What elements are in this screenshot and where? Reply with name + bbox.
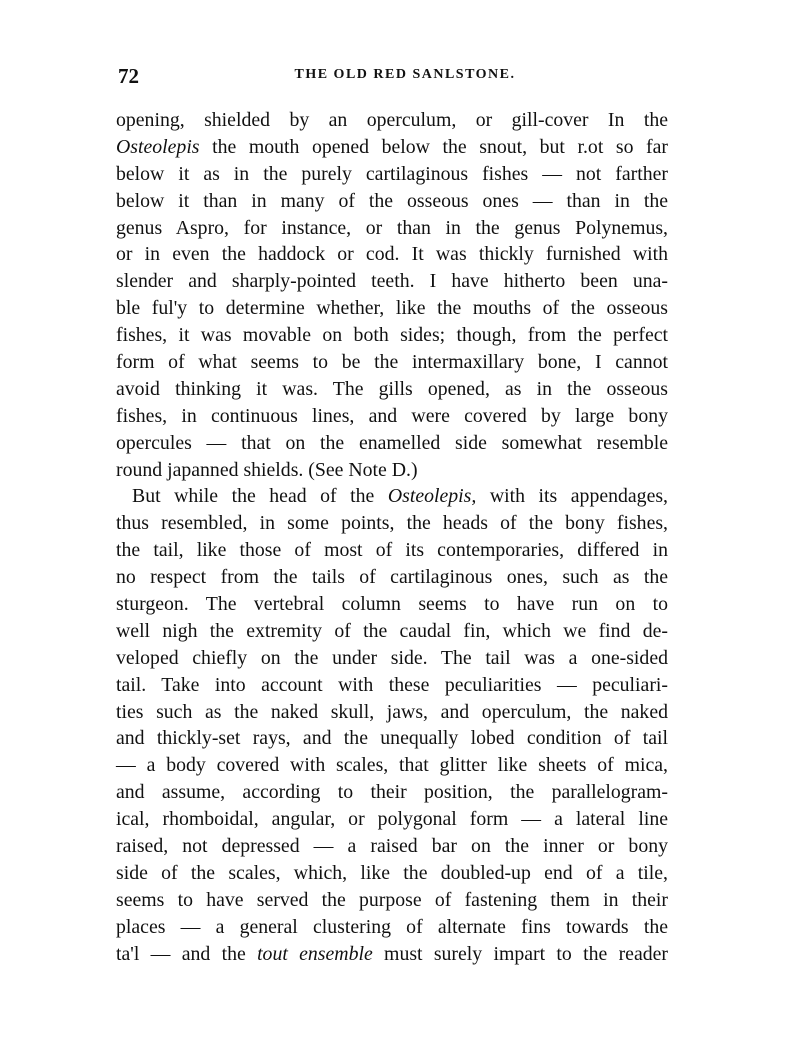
text-segment: below it than in many of the osseous ones — than in the bbox=[116, 189, 668, 212]
text-line bbox=[116, 618, 668, 645]
text-segment: form of what seems to be the intermaxillary bone, I cannot bbox=[116, 351, 668, 374]
text-line bbox=[116, 107, 668, 134]
text-line bbox=[116, 134, 668, 161]
text-line bbox=[116, 161, 668, 188]
text-line bbox=[116, 645, 668, 672]
text-segment: and thickly-set rays, and the unequally lobed condition of tail bbox=[116, 727, 668, 750]
text-segment: with its appendages, bbox=[476, 485, 668, 508]
text-line bbox=[116, 215, 668, 242]
text-line bbox=[116, 483, 668, 510]
text-segment: fishes, in continuous lines, and were covered by large bony bbox=[116, 404, 668, 427]
italic-text-segment: Osteolepis bbox=[116, 135, 200, 158]
text-segment: no respect from the tails of cartilaginous ones, such as the bbox=[116, 566, 668, 589]
italic-text-segment: tout ensemble bbox=[257, 942, 373, 965]
text-line bbox=[116, 887, 668, 914]
text-line bbox=[116, 268, 668, 295]
text-line bbox=[116, 941, 668, 968]
text-line bbox=[116, 860, 668, 887]
text-line bbox=[116, 241, 668, 268]
text-segment: fishes, it was movable on both sides; though, from the perfect bbox=[116, 324, 668, 347]
text-segment: below it as in the purely cartilaginous fishes — not farther bbox=[116, 162, 668, 185]
text-line bbox=[116, 430, 668, 457]
text-line bbox=[116, 403, 668, 430]
text-segment: opercules — that on the enamelled side somewhat resemble bbox=[116, 431, 668, 454]
text-line bbox=[116, 510, 668, 537]
text-line bbox=[116, 564, 668, 591]
text-segment: round japanned shields. (See Note D.) bbox=[116, 458, 418, 481]
text-segment: genus Aspro, for instance, or than in the genus Polynemus, bbox=[116, 216, 668, 239]
text-line bbox=[116, 376, 668, 403]
text-line bbox=[116, 779, 668, 806]
text-line bbox=[116, 699, 668, 726]
text-segment: ta'l — and the bbox=[116, 942, 258, 965]
running-title: THE OLD RED SANLSTONE. bbox=[294, 67, 516, 82]
text-line bbox=[116, 322, 668, 349]
text-segment: well nigh the extremity of the caudal fin, which we find de- bbox=[116, 619, 668, 642]
text-line bbox=[116, 725, 668, 752]
text-line bbox=[116, 188, 668, 215]
text-line bbox=[116, 672, 668, 699]
text-line bbox=[116, 349, 668, 376]
text-segment: avoid thinking it was. The gills opened, as in the osseous bbox=[116, 377, 668, 400]
text-segment: or in even the haddock or cod. It was thickly furnished with bbox=[116, 243, 668, 266]
text-segment: must surely impart to the reader bbox=[372, 942, 668, 965]
text-segment: and assume, according to their position, the parallelogram- bbox=[116, 781, 668, 804]
text-segment: — a body covered with scales, that glitter like sheets of mica, bbox=[116, 754, 668, 777]
text-segment: the tail, like those of most of its contemporaries, differed in bbox=[116, 539, 668, 562]
body-text bbox=[116, 107, 668, 968]
text-segment: But while the head of the bbox=[132, 485, 388, 508]
text-line bbox=[116, 457, 668, 484]
text-line bbox=[116, 295, 668, 322]
text-segment: tail. Take into account with these peculiarities — peculiari- bbox=[116, 673, 668, 696]
text-segment: raised, not depressed — a raised bar on the inner or bony bbox=[116, 835, 668, 858]
text-segment: the mouth opened below the snout, but r.ot so far bbox=[199, 135, 668, 158]
page-number: 72 bbox=[118, 64, 139, 88]
text-segment: places — a general clustering of alternate fins towards the bbox=[116, 915, 668, 938]
italic-text-segment: Osteolepis, bbox=[387, 485, 477, 508]
text-line bbox=[116, 591, 668, 618]
text-line bbox=[116, 833, 668, 860]
text-segment: veloped chiefly on the under side. The tail was a one-sided bbox=[116, 646, 668, 669]
running-head bbox=[110, 64, 670, 88]
text-segment: opening, shielded by an operculum, or gill-cover In the bbox=[116, 109, 668, 131]
text-segment: ties such as the naked skull, jaws, and operculum, the naked bbox=[116, 700, 668, 723]
text-segment: thus resembled, in some points, the heads of the bony fishes, bbox=[116, 512, 668, 535]
text-line bbox=[116, 806, 668, 833]
text-segment: seems to have served the purpose of fastening them in their bbox=[116, 888, 668, 911]
text-segment: slender and sharply-pointed teeth. I have hitherto been una- bbox=[116, 270, 668, 293]
text-line bbox=[116, 752, 668, 779]
text-segment: ical, rhomboidal, angular, or polygonal form — a lateral line bbox=[116, 808, 668, 831]
text-line bbox=[116, 537, 668, 564]
text-line bbox=[116, 914, 668, 941]
text-segment: ble ful'y to determine whether, like the mouths of the osseous bbox=[116, 297, 668, 320]
text-segment: sturgeon. The vertebral column seems to have run on to bbox=[116, 593, 668, 616]
text-segment: side of the scales, which, like the doubled-up end of a tile, bbox=[116, 861, 668, 884]
